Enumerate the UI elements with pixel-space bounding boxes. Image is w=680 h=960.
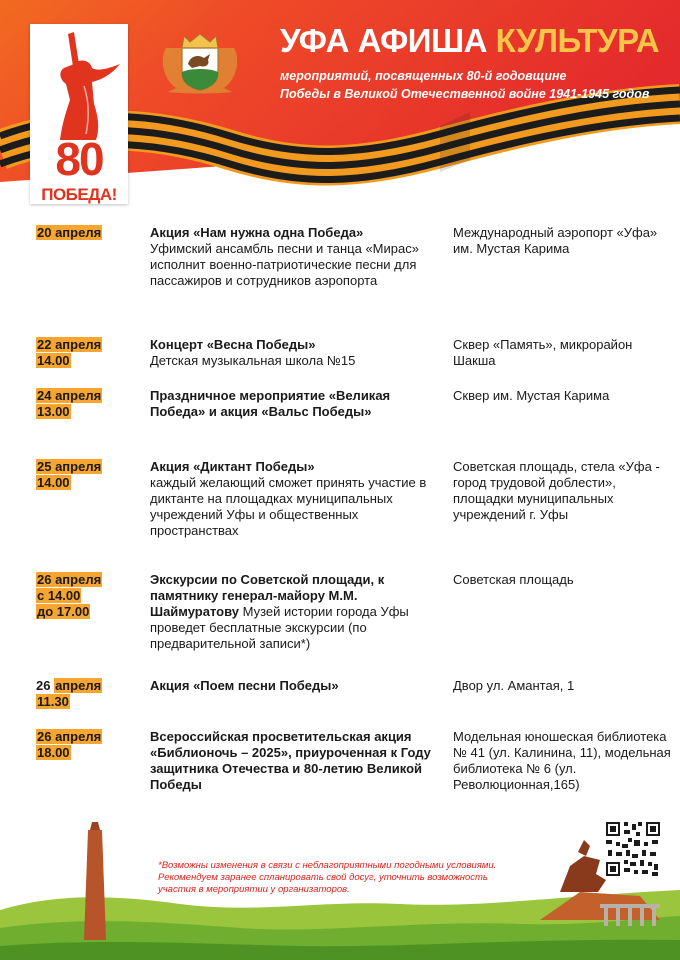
event-place bbox=[453, 337, 675, 369]
event-place bbox=[453, 388, 675, 404]
event-date-line: 20 апреля bbox=[37, 225, 102, 240]
event-date-month: апреля bbox=[55, 678, 102, 693]
event-time-line: с 14.00 bbox=[37, 588, 81, 603]
event-date-line: 26 апреля bbox=[37, 729, 102, 744]
event-date-line: 25 апреля bbox=[37, 459, 102, 474]
event-place bbox=[453, 459, 675, 523]
event-date bbox=[36, 572, 146, 620]
event-title: Акция «Нам нужна одна Победа» bbox=[150, 225, 364, 240]
qr-code-icon[interactable] bbox=[604, 820, 662, 878]
event-date bbox=[36, 678, 146, 710]
event-date-line: 22 апреля bbox=[37, 337, 102, 352]
event-date bbox=[36, 729, 146, 761]
event-description bbox=[150, 729, 442, 793]
event-date-line: 24 апреля bbox=[37, 388, 102, 403]
event-title: Всероссийская просветительская акция «Библионочь – 2025», приуроченная к Году защитника Отечества и 80-летию Великой Победы bbox=[150, 729, 431, 792]
event-place-text: Модельная юношеская библиотека № 41 (ул. Калинина, 11), модельная библиотека № 6 (ул. Революционная,165) bbox=[453, 729, 671, 792]
event-title: Экскурсии по Советской площади, к памятнику генерал-майору М.М. Шаймуратову bbox=[150, 572, 385, 619]
event-place-text: Сквер «Память», микрорайон Шакша bbox=[453, 337, 633, 368]
event-description bbox=[150, 678, 442, 694]
event-description bbox=[150, 388, 442, 420]
subtitle-line-1: мероприятий, посвященных 80-й годовщине bbox=[280, 69, 567, 83]
event-date-day: 26 bbox=[36, 678, 55, 693]
event-place bbox=[453, 572, 675, 588]
event-place bbox=[453, 225, 675, 257]
event-description bbox=[150, 459, 442, 539]
logo-word: ПОБЕДА! bbox=[41, 185, 117, 204]
event-text: каждый желающий сможет принять участие в диктанте на площадках муниципальных учреждений Уфы и общественных пространствах bbox=[150, 475, 427, 538]
ufa-coat-of-arms-icon bbox=[156, 28, 244, 96]
event-place-text: Сквер им. Мустая Карима bbox=[453, 388, 610, 403]
event-title: Акция «Поем песни Победы» bbox=[150, 678, 339, 693]
motherland-statue-icon bbox=[30, 24, 128, 142]
event-text: Детская музыкальная школа №15 bbox=[150, 353, 356, 368]
event-title: Праздничное мероприятие «Великая Победа» и акция «Вальс Победы» bbox=[150, 388, 391, 419]
event-time-line: 14.00 bbox=[37, 353, 70, 368]
event-place-text: Советская площадь bbox=[453, 572, 574, 587]
title-main: УФА АФИША bbox=[280, 22, 496, 59]
page-title bbox=[280, 22, 659, 66]
event-date bbox=[36, 388, 146, 420]
event-date bbox=[36, 225, 146, 241]
event-date-line: 26 апреля bbox=[37, 572, 102, 587]
event-place-text: Двор ул. Амантая, 1 bbox=[453, 678, 575, 693]
footer-note: *Возможны изменения в связи с неблагоприятными погодными условиями. Рекомендуем заранее спланировать свой досуг, уточнить возможность участия в мероприятии у организаторов. bbox=[158, 860, 497, 895]
event-title: Концерт «Весна Победы» bbox=[150, 337, 316, 352]
event-time-line: 11.30 bbox=[37, 694, 69, 709]
header bbox=[0, 0, 680, 215]
event-description bbox=[150, 572, 442, 652]
event-time-line: 14.00 bbox=[37, 475, 70, 490]
event-place-text: Международный аэропорт «Уфа» им. Мустая Карима bbox=[453, 225, 658, 256]
event-description bbox=[150, 225, 442, 289]
victory-80-logo bbox=[30, 24, 128, 204]
event-date bbox=[36, 337, 146, 369]
title-accent: КУЛЬТУРА bbox=[495, 22, 660, 59]
logo-number: 80 bbox=[55, 133, 103, 185]
subtitle-line-2: Победы в Великой Отечественной войне 1941-1945 годов bbox=[280, 87, 650, 101]
event-description-text bbox=[150, 572, 442, 652]
event-place bbox=[453, 678, 675, 694]
event-time-line: 13.00 bbox=[37, 404, 70, 419]
event-date bbox=[36, 459, 146, 491]
event-time-line: 18.00 bbox=[37, 745, 70, 760]
event-title: Акция «Диктант Победы» bbox=[150, 459, 315, 474]
event-text: Уфимский ансамбль песни и танца «Мирас» исполнит военно-патриотические песни для пассажиров и сотрудников аэропорта bbox=[150, 241, 419, 288]
event-place bbox=[453, 729, 675, 793]
event-place-text: Советская площадь, стела «Уфа - город трудовой доблести», площадки муниципальных учреждений г. Уфы bbox=[453, 459, 660, 522]
event-time-line: до 17.00 bbox=[37, 604, 90, 619]
event-text: Музей истории города Уфы проведет бесплатные экскурсии (по предварительной записи*) bbox=[150, 604, 409, 651]
event-description bbox=[150, 337, 442, 369]
